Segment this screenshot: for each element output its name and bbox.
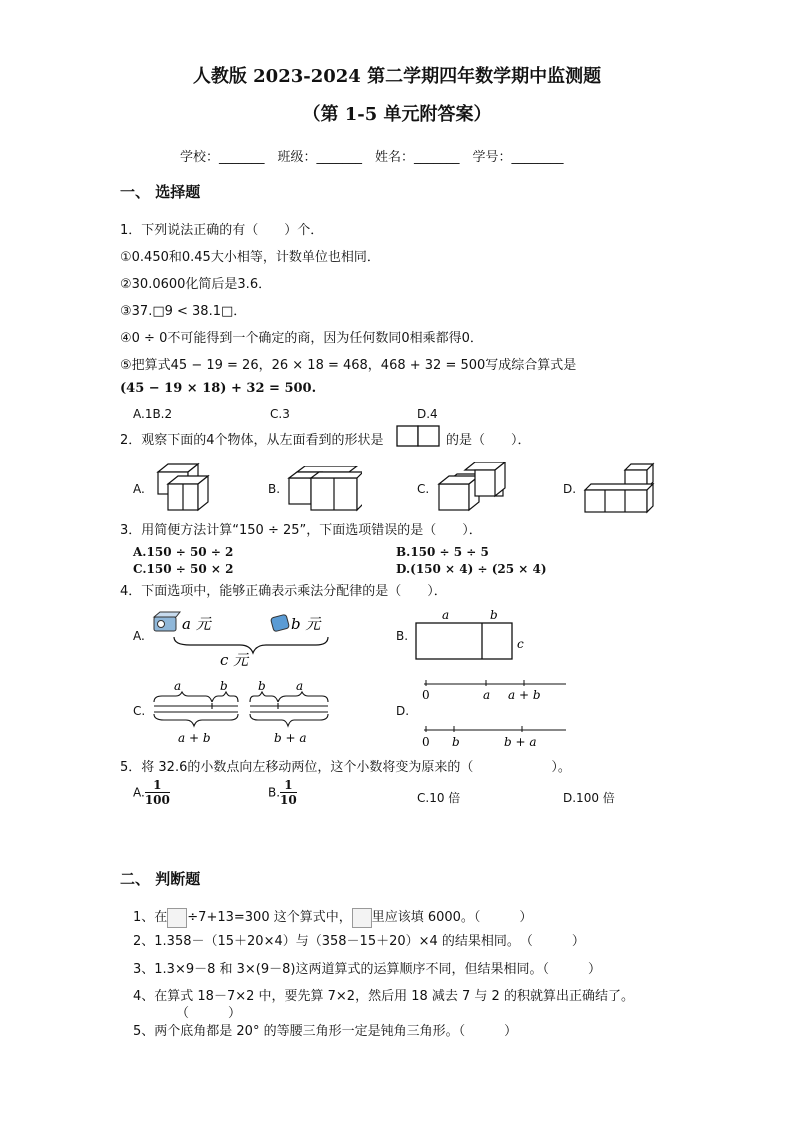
q1-statement-2: ②30.0600化简后是3.6． — [120, 277, 272, 292]
q4-a-label-b: b 元 — [291, 615, 321, 633]
page-subtitle: （第 1-5 单元附答案） — [302, 104, 492, 125]
q2-stem-b: 的是（ ）． — [446, 433, 531, 448]
q5-option-b-numerator: 1 — [280, 778, 297, 793]
q4-d-zero-1: 0 — [422, 688, 430, 702]
q3-option-d: D.(150 × 4) ÷ (25 × 4) — [396, 562, 547, 576]
q5-option-d: D.100 倍 — [563, 791, 615, 805]
blank-square-icon — [352, 908, 372, 928]
q2-option-c-label: C. — [417, 482, 430, 496]
judge-3: 3、1.3×9－8 和 3×(9－8)这两道算式的运算顺序不同，但结果相同。（ ） — [133, 962, 601, 977]
q4-d-label-a: a — [483, 688, 491, 702]
q2-cubes-b-figure — [287, 466, 362, 512]
q4-c-label-sum2: b + a — [274, 731, 307, 745]
eraser-icon — [270, 614, 289, 632]
q4-c-figure — [150, 676, 335, 746]
q4-d-label-b-plus-a: b + a — [504, 735, 537, 749]
q4-option-b-label: B. — [396, 629, 409, 643]
q4-a-label-c: c 元 — [220, 651, 249, 669]
q1-option-c: C.3 — [270, 407, 290, 421]
q3-option-b: B.150 ÷ 5 ÷ 5 — [396, 545, 489, 559]
pencil-sharpener-icon — [154, 612, 180, 631]
q1-statement-4: ④0 ÷ 0不可能得到一个确定的商，因为任何数同0相乘都得0． — [120, 331, 483, 346]
q5-option-a-label: A. — [133, 785, 145, 800]
section-title-judgement: 二、 判断题 — [120, 870, 201, 888]
q4-option-c-label: C. — [133, 704, 146, 718]
q2-option-d-label: D. — [563, 482, 577, 496]
section-title-choice: 一、 选择题 — [120, 183, 201, 201]
q4-d-zero-2: 0 — [422, 735, 430, 749]
q5-option-a-numerator: 1 — [145, 778, 170, 793]
q1-statement-3: ③37.□9 < 38.1□． — [120, 304, 247, 319]
judge-1-part-b: ÷7+13=300 这个算式中， — [187, 910, 352, 925]
judge-1-part-c: 里应该填 6000。（ ） — [371, 910, 533, 925]
q4-c-label-a1: a — [174, 679, 182, 693]
q1-option-d: D.4 — [417, 407, 438, 421]
q2-cubes-a-figure — [150, 462, 220, 514]
q2-option-b-label: B. — [268, 482, 281, 496]
rectangle — [416, 623, 512, 659]
judge-2: 2、1.358－（15＋20×4）与（358－15＋20）×4 的结果相同。 （ ） — [133, 934, 585, 949]
judge-5: 5、两个底角都是 20° 的等腰三角形一定是钝角三角形。（ ） — [133, 1024, 518, 1039]
q2-cubes-c-figure — [437, 462, 507, 514]
q5-option-b — [268, 778, 297, 807]
q4-c-label-sum1: a + b — [178, 731, 211, 745]
q4-d-label-b: b — [452, 735, 460, 749]
blank-square-icon — [167, 908, 187, 928]
q2-cubes-d-figure — [583, 462, 657, 514]
q1-statement-5: ⑤把算式45 − 19 = 26，26 × 18 = 468，468 + 32 = 500写成综合算式是 — [120, 358, 577, 373]
judge-4: 4、在算式 18－7×2 中，要先算 7×2，然后用 18 减去 7 与 2 的积就算出正确结了。 — [133, 989, 634, 1004]
q4-b-figure — [414, 606, 534, 664]
q4-a-label-a: a 元 — [182, 615, 211, 633]
q4-d-label-a-plus-b: a + b — [508, 688, 541, 702]
q5-stem: 5．将 32.6的小数点向左移动两位，这个小数将变为原来的（ ）。 — [120, 760, 571, 775]
q1-statement-1: ①0.450和0.45大小相等，计数单位也相同． — [120, 250, 380, 265]
q4-a-figure — [150, 607, 330, 671]
q4-b-label-a: a — [442, 608, 450, 622]
student-info-line: 学校：_______ 班级：_______ 姓名：_______ 学号：________ — [180, 150, 564, 165]
q2-option-a-label: A. — [133, 482, 145, 496]
q1-statement-5-expression: (45 − 19 × 18) + 32 = 500. — [120, 381, 317, 396]
q4-stem: 4．下面选项中，能够正确表示乘法分配律的是（ ）． — [120, 584, 447, 599]
q4-d-figure — [414, 674, 574, 754]
two-squares-view-icon — [396, 425, 442, 447]
q1-stem: 1．下列说法正确的有（ ）个． — [120, 223, 324, 238]
q5-option-c: C.10 倍 — [417, 791, 461, 805]
q4-option-d-label: D. — [396, 704, 410, 718]
q4-c-label-a2: a — [296, 679, 304, 693]
q4-c-label-b2: b — [258, 679, 266, 693]
judge-1 — [133, 906, 532, 928]
judge-4-bracket: （ ） — [176, 1006, 242, 1021]
q1-option-ab: A.1B.2 — [133, 407, 173, 421]
page-title: 人教版 2023-2024 第二学期四年数学期中监测题 — [192, 66, 602, 87]
brace — [174, 637, 328, 653]
q4-c-label-b1: b — [220, 679, 228, 693]
q4-b-label-b: b — [490, 608, 498, 622]
q3-stem: 3．用简便方法计算“150 ÷ 25”，下面选项错误的是（ ）． — [120, 523, 482, 538]
q5-option-b-denominator: 10 — [280, 793, 297, 807]
q5-option-a — [133, 778, 170, 807]
q5-option-b-label: B. — [268, 785, 281, 800]
q5-option-a-denominator: 100 — [144, 793, 170, 807]
judge-1-part-a: 1、在 — [133, 910, 168, 925]
q3-option-c: C.150 ÷ 50 × 2 — [133, 562, 234, 576]
q4-option-a-label: A. — [133, 629, 145, 643]
q2-stem-a: 2．观察下面的4个物体，从左面看到的形状是 — [120, 433, 384, 448]
q3-option-a: A.150 ÷ 50 ÷ 2 — [133, 545, 234, 559]
q4-b-label-c: c — [517, 637, 524, 651]
